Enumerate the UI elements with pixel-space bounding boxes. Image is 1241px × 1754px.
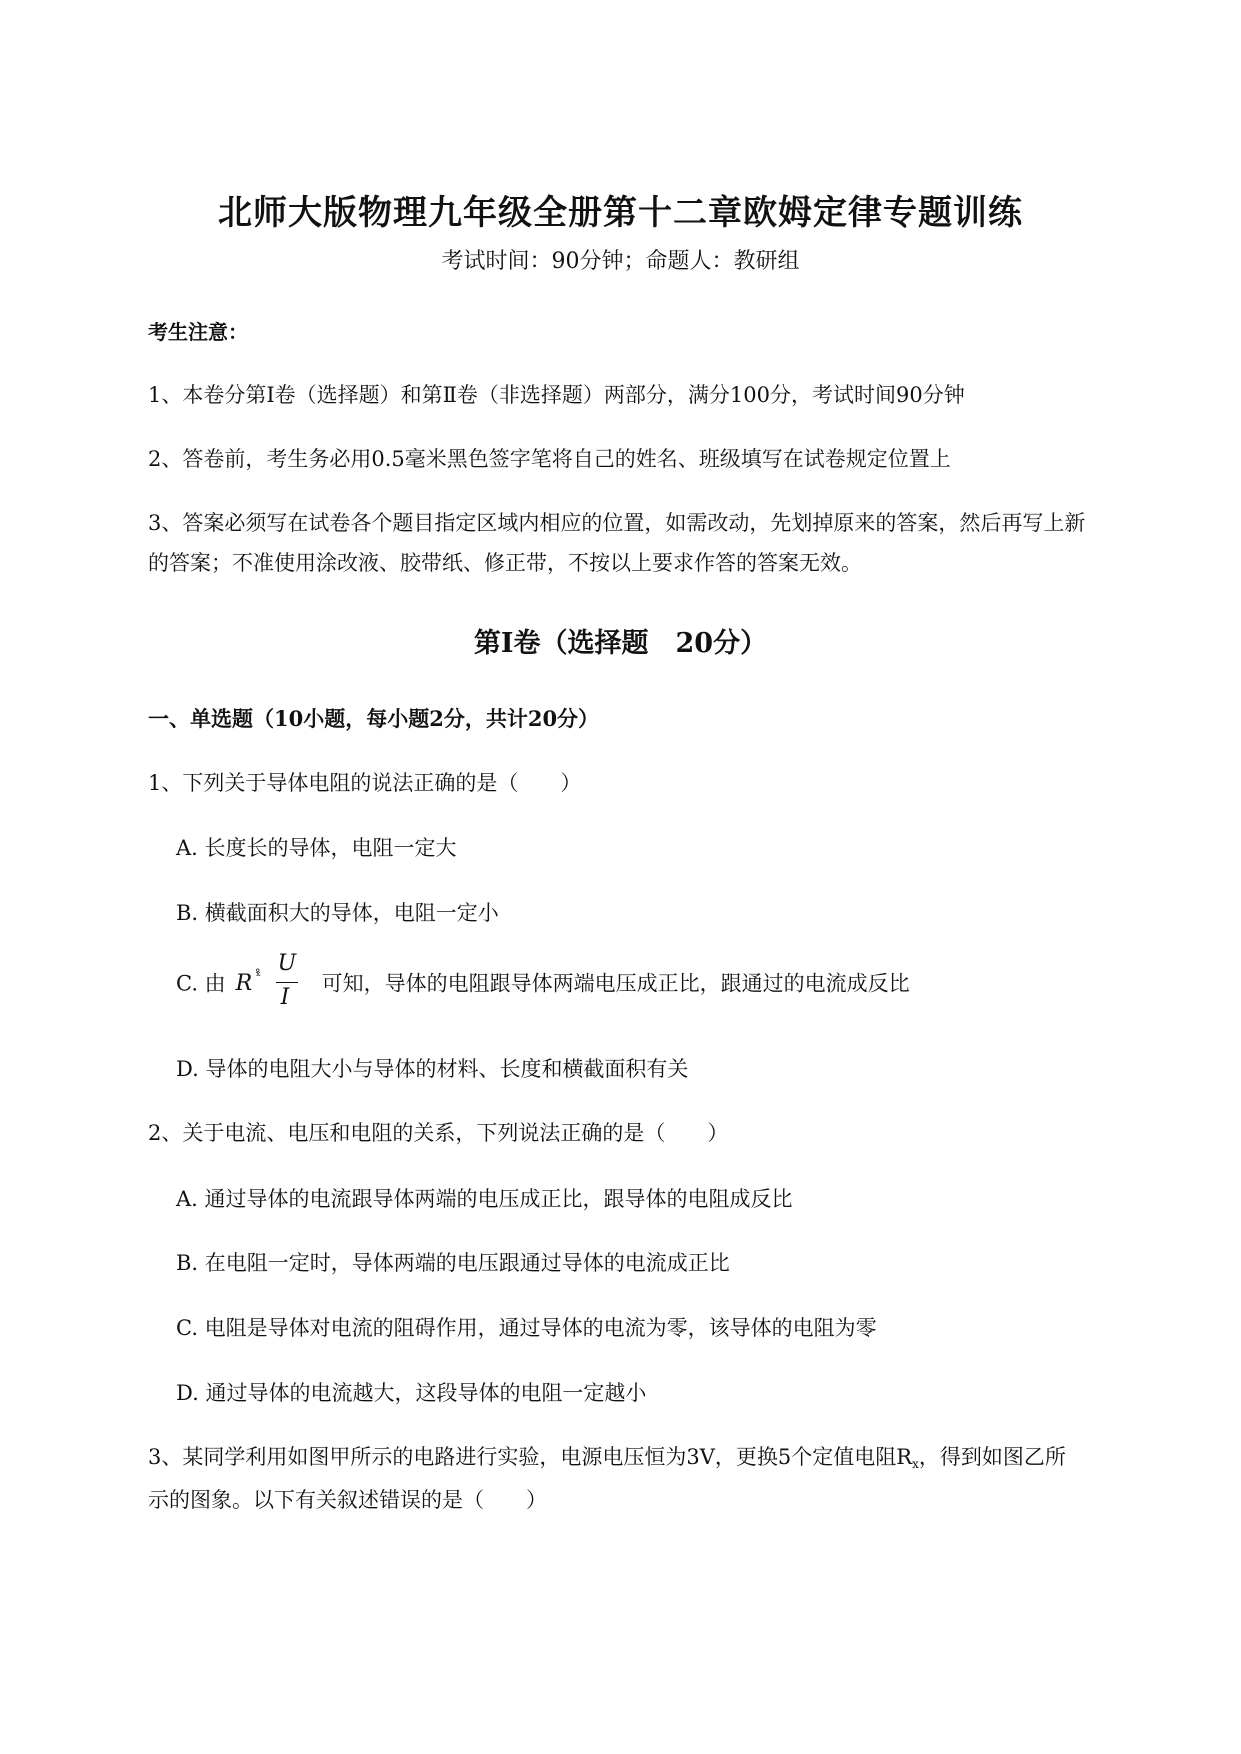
option-c-text: 可知，导体的电阻跟导体两端电压成正比，跟通过的电流成反比: [321, 971, 910, 996]
question-1-option-d[interactable]: D. 导体的电阻大小与导体的材料、长度和横截面积有关: [176, 1057, 689, 1081]
formula-denominator: I: [280, 985, 290, 1010]
notice-item-3-continued: 的答案；不准使用涂改液、胶带纸、修正带，不按以上要求作答的答案无效。: [148, 551, 862, 575]
option-c-prefix: C. 由: [176, 971, 226, 996]
question-2-option-a[interactable]: A. 通过导体的电流跟导体两端的电压成正比，跟导体的电阻成反比: [176, 1187, 793, 1211]
question-1-option-c[interactable]: [176, 951, 910, 1015]
formula-r: R: [235, 971, 253, 996]
formula-numerator: U: [277, 951, 297, 976]
question-3-stem-continued: 示的图象。以下有关叙述错误的是（ ）: [148, 1488, 547, 1512]
question-3-stem-start: 3、某同学利用如图甲所示的电路进行实验，电源电压恒为3V，更换5个定值电阻R: [148, 1445, 913, 1469]
resistor-subscript: x: [912, 1457, 919, 1471]
question-1-option-b[interactable]: B. 横截面积大的导体，电阻一定小: [176, 901, 499, 925]
ohm-law-formula: [235, 951, 316, 1015]
question-3-stem-end: ，得到如图乙所: [918, 1445, 1066, 1469]
question-1-stem: 1、下列关于导体电阻的说法正确的是（ ）: [148, 771, 582, 795]
exam-subtitle: 考试时间：90分钟；命题人：教研组: [441, 249, 800, 274]
question-2-option-c[interactable]: C. 电阻是导体对电流的阻碍作用，通过导体的电流为零，该导体的电阻为零: [176, 1316, 877, 1340]
question-2-option-b[interactable]: B. 在电阻一定时，导体两端的电压跟通过导体的电流成正比: [176, 1251, 730, 1275]
exam-title: 北师大版物理九年级全册第十二章欧姆定律专题训练: [218, 193, 1023, 233]
notice-heading: 考生注意：: [148, 320, 248, 344]
formula-operator: ˣ̊: [255, 969, 262, 984]
notice-item-3: 3、答案必须写在试卷各个题目指定区域内相应的位置，如需改动，先划掉原来的答案，然后再写上新: [148, 511, 1086, 535]
notice-item-2: 2、答卷前，考生务必用0.5毫米黑色签字笔将自己的姓名、班级填写在试卷规定位置上: [148, 447, 951, 471]
question-1-option-a[interactable]: A. 长度长的导体，电阻一定大: [176, 836, 457, 860]
question-2-option-d[interactable]: D. 通过导体的电流越大，这段导体的电阻一定越小: [176, 1381, 647, 1405]
section-heading: 一、单选题（10小题，每小题2分，共计20分）: [148, 706, 600, 731]
question-3-stem: [148, 1441, 1066, 1471]
question-2-stem: 2、关于电流、电压和电阻的关系，下列说法正确的是（ ）: [148, 1121, 729, 1145]
fraction-bar: [276, 982, 298, 983]
notice-item-1: 1、本卷分第Ⅰ卷（选择题）和第Ⅱ卷（非选择题）两部分，满分100分，考试时间90分钟: [148, 383, 965, 407]
part-one-title: 第Ⅰ卷（选择题 20分）: [473, 628, 768, 659]
